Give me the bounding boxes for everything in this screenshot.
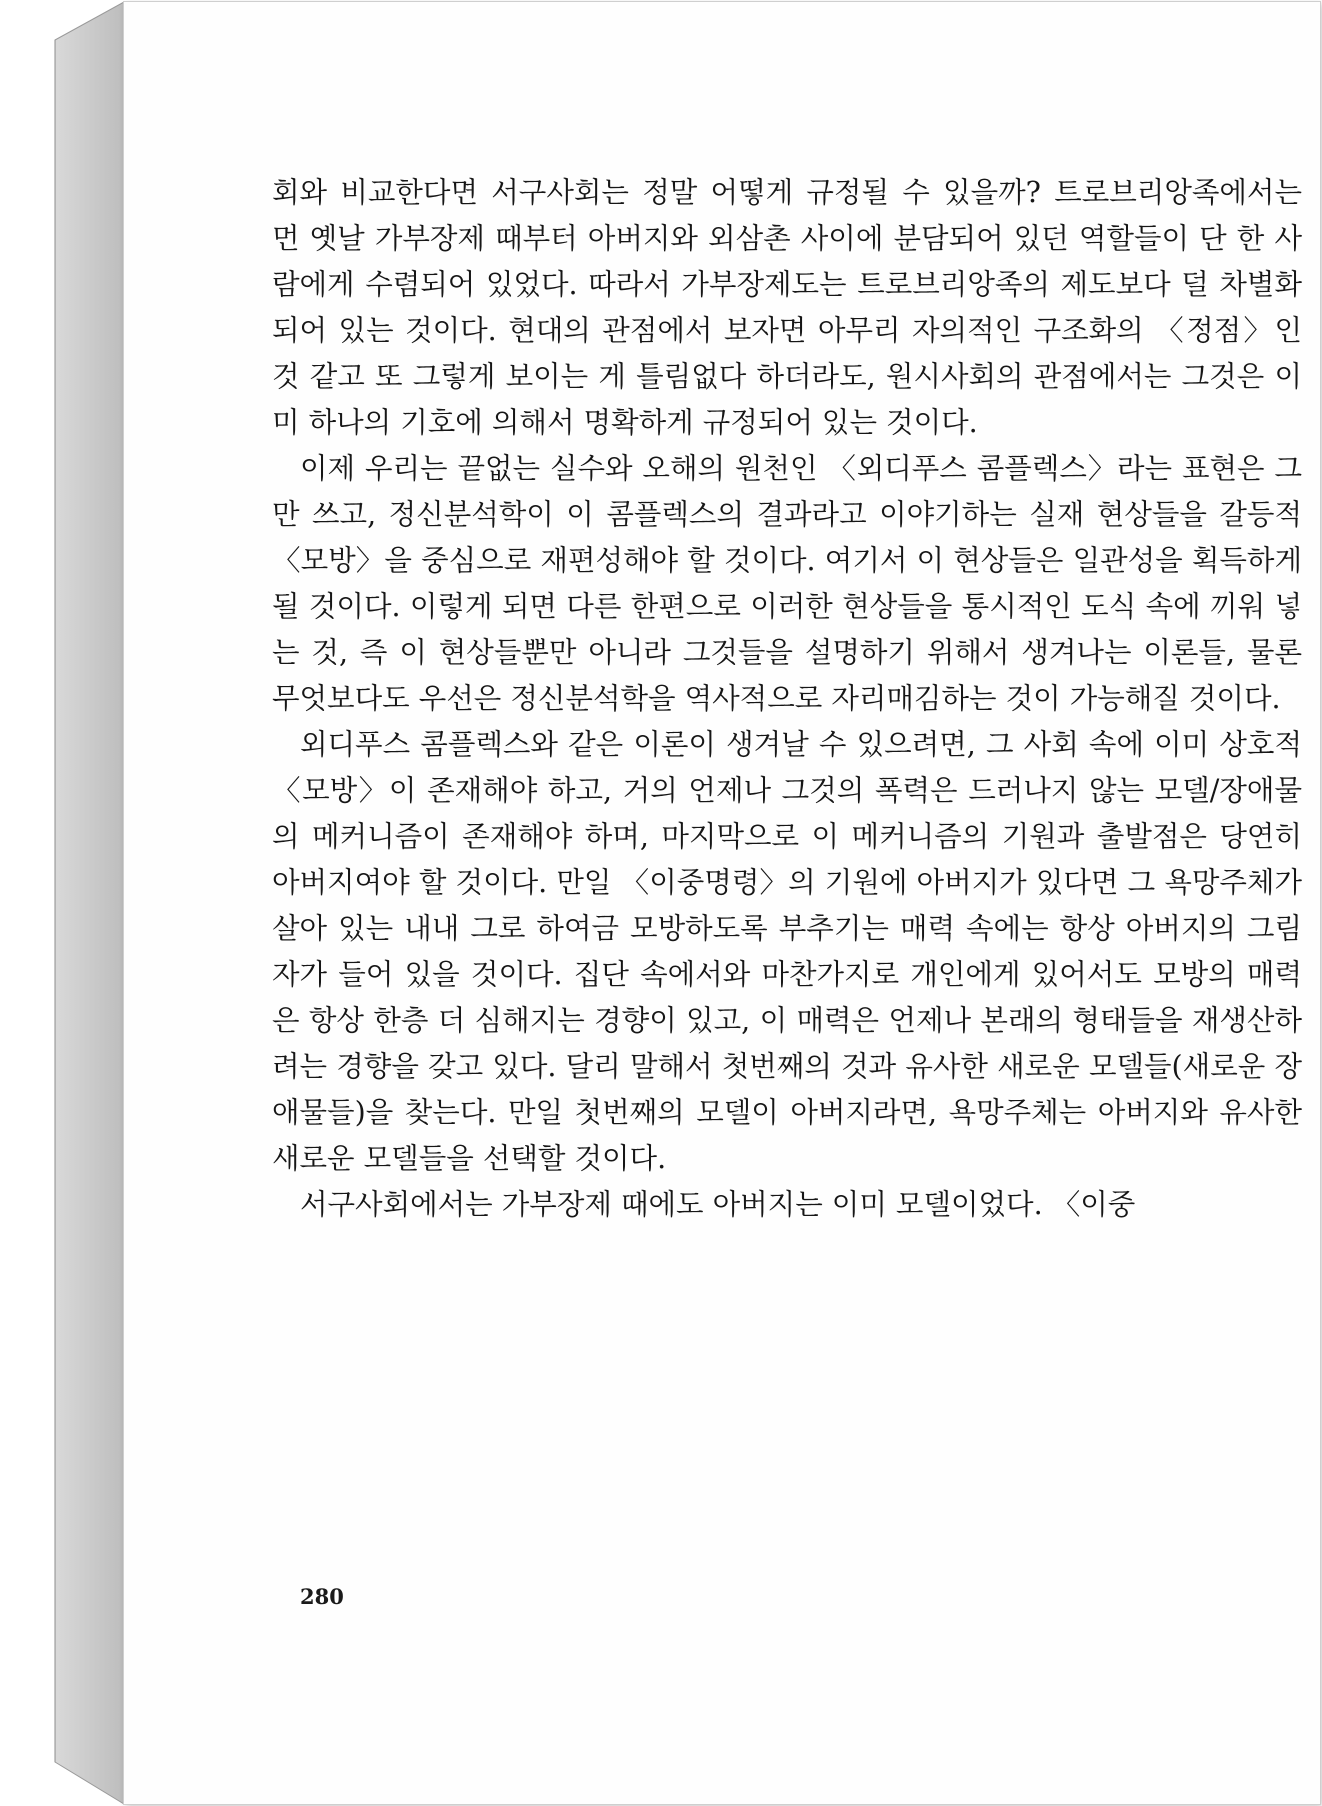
body-text xyxy=(272,170,1302,1228)
paragraph-1: 회와 비교한다면 서구사회는 정말 어떻게 규정될 수 있을까? 트로브리앙족에서는 먼 옛날 가부장제 때부터 아버지와 외삼촌 사이에 분담되어 있던 역할들이 단 한 사람에게 수렴되어 있었다. 따라서 가부장제도는 트로브리앙족의 제도보다 덜 차별화되어 있는 것이다. 현대의 관점에서 보자면 아무리 자의적인 구조화의 〈정점〉인 것 같고 또 그렇게 보이는 게 틀림없다 하더라도, 원시사회의 관점에서는 그것은 이미 하나의 기호에 의해서 명확하게 규정되어 있는 것이다. xyxy=(272,176,1302,439)
paragraph-2: 이제 우리는 끝없는 실수와 오해의 원천인 〈외디푸스 콤플렉스〉라는 표현은 그만 쓰고, 정신분석학이 이 콤플렉스의 결과라고 이야기하는 실재 현상들을 갈등적 〈모방〉을 중심으로 재편성해야 할 것이다. 여기서 이 현상들은 일관성을 획득하게 될 것이다. 이렇게 되면 다른 한편으로 이러한 현상들을 통시적인 도식 속에 끼워 넣는 것, 즉 이 현상들뿐만 아니라 그것들을 설명하기 위해서 생겨나는 이론들, 물론 무엇보다도 우선은 정신분석학을 역사적으로 자리매김하는 것이 가능해질 것이다. xyxy=(272,452,1302,715)
paragraph-3: 외디푸스 콤플렉스와 같은 이론이 생겨날 수 있으려면, 그 사회 속에 이미 상호적 〈모방〉이 존재해야 하고, 거의 언제나 그것의 폭력은 드러나지 않는 모델/장애물의 메커니즘이 존재해야 하며, 마지막으로 이 메커니즘의 기원과 출발점은 당연히 아버지여야 할 것이다. 만일 〈이중명령〉의 기원에 아버지가 있다면 그 욕망주체가 살아 있는 내내 그로 하여금 모방하도록 부추기는 매력 속에는 항상 아버지의 그림자가 들어 있을 것이다. 집단 속에서와 마찬가지로 개인에게 있어서도 모방의 매력은 항상 한층 더 심해지는 경향이 있고, 이 매력은 언제나 본래의 형태들을 재생산하려는 경향을 갖고 있다. 달리 말해서 첫번째의 것과 유사한 새로운 모델들(새로운 장애물들)을 찾는다. 만일 첫번째의 모델이 아버지라면, 욕망주체는 아버지와 유사한 새로운 모델들을 선택할 것이다. xyxy=(272,728,1302,1175)
page-number: 280 xyxy=(300,1584,344,1609)
book-page xyxy=(124,2,1320,1804)
paragraph-4: 서구사회에서는 가부장제 때에도 아버지는 이미 모델이었다. 〈이중 xyxy=(300,1188,1136,1221)
